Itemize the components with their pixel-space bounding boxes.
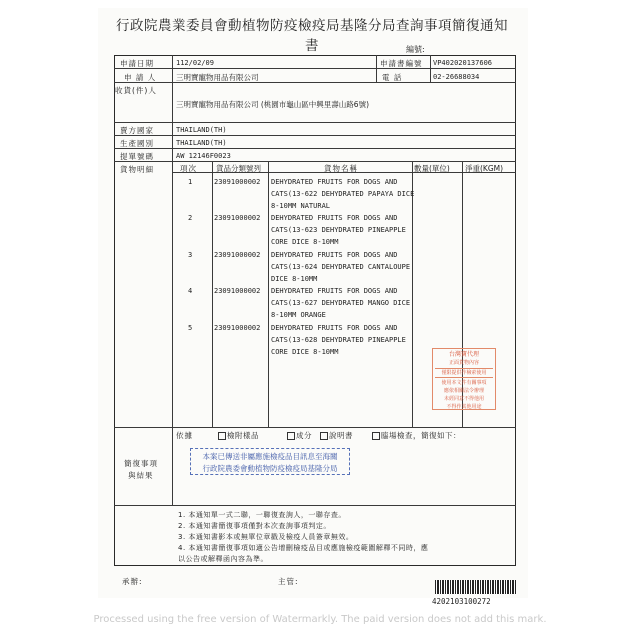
check-manual-label: 說明書	[329, 431, 353, 440]
stamp-line: 不得作其他用途	[446, 404, 482, 410]
col-code: 貨品分類號列	[216, 164, 261, 173]
bl-label: 提單號碼	[120, 152, 154, 161]
checkbox-icon	[218, 432, 226, 440]
item-name: DEHYDRATED FRUITS FOR DOGS AND CATS(13-622 DEHYDRATED PAPAYA DICE 8-10MM NATURAL	[271, 178, 415, 210]
ref-label: 依據	[176, 431, 193, 440]
item-no: 3	[188, 251, 193, 259]
col-item: 項次	[180, 164, 197, 173]
stamp-line: 未經同意不得他用	[443, 396, 484, 402]
supervisor-label: 主管:	[278, 577, 299, 586]
note-1: 1. 本通知單一式二聯，一聯復查詢人，一聯存查。	[178, 511, 346, 519]
stamp-main-line: 行政院農委會動植物防疫檢疫局基隆分局	[202, 464, 338, 473]
rule	[114, 135, 516, 136]
note-3: 3. 本通知書影本或無單位章戳及檢疫人員簽章無效。	[178, 533, 354, 541]
note-2: 2. 本通知書簡復事項僅對本次查詢事項判定。	[178, 522, 331, 530]
rule	[212, 161, 213, 427]
goods-label: 貨物明細	[120, 165, 154, 174]
handler-label: 承辦:	[122, 577, 143, 586]
col-qty: 數量(單位)	[414, 164, 450, 173]
check-inspection	[372, 430, 461, 441]
item-no: 1	[188, 178, 193, 186]
rule	[268, 161, 269, 427]
check-ingredients-label: 成分	[296, 431, 312, 440]
origin-value: THAILAND(TH)	[176, 139, 227, 147]
col-name: 貨物名稱	[324, 164, 358, 173]
rule	[114, 82, 516, 83]
check-samples-label: 檢附樣品	[227, 431, 259, 440]
rule	[114, 505, 516, 506]
apply-date-value: 112/02/09	[176, 59, 214, 67]
barcode-number: 4202103100272	[432, 597, 491, 606]
note-5: 以公告或解釋函內容為準。	[178, 555, 268, 563]
stamp-main-line: 本案已傳送非屬應施檢疫品目訊息至海關	[202, 452, 338, 461]
rule	[114, 122, 516, 123]
receiver-value: 三明寶寵物用品有限公司 (桃園市龜山區中興里壽山路6號)	[176, 100, 370, 109]
watermark-text: Processed using the free version of Watermarkly. The paid version does not add this mark.	[93, 614, 547, 625]
customs-stamp	[190, 448, 350, 475]
rule	[114, 148, 516, 149]
side-stamp	[432, 348, 496, 410]
stamp-line: 使用本文件有關事項	[441, 380, 487, 386]
rule	[376, 55, 377, 82]
note-4: 4. 本通知書簡復事項如適公告增刪檢疫品目或應施檢疫範圍解釋不同時，應	[178, 544, 429, 552]
checkbox-icon	[372, 432, 380, 440]
receiver-label: 收貨(件)人	[115, 86, 157, 95]
item-name: DEHYDRATED FRUITS FOR DOGS AND CATS(13-628 DEHYDRATED PINEAPPLE CORE DICE 8-10MM	[271, 324, 406, 356]
applicant-value: 三明寶寵物用品有限公司	[176, 73, 259, 82]
item-code: 23091000002	[214, 251, 261, 259]
result-label-1: 簡復事項	[124, 459, 158, 468]
check-samples	[218, 430, 259, 441]
rule	[114, 427, 516, 428]
origin-label: 生產國別	[120, 139, 154, 148]
document-title: 行政院農業委員會動植物防疫檢疫局基隆分局查詢事項簡復通知書	[116, 18, 508, 54]
item-code: 23091000002	[214, 324, 261, 332]
app-no-label: 申請書編號	[380, 59, 423, 68]
col-weight: 淨重(KGM)	[465, 164, 504, 173]
applicant-label: 申 請 人	[124, 73, 157, 82]
checkbox-icon	[320, 432, 328, 440]
item-name: DEHYDRATED FRUITS FOR DOGS AND CATS(13-627 DEHYDRATED MANGO DICE 8-10MM ORANGE	[271, 287, 411, 319]
item-code: 23091000002	[214, 214, 261, 222]
item-no: 4	[188, 287, 193, 295]
stamp-line: 台灣寶代理	[448, 351, 479, 358]
check-ingredients	[287, 430, 312, 441]
item-name: DEHYDRATED FRUITS FOR DOGS AND CATS(13-623 DEHYDRATED PINEAPPLE CORE DICE 8-10MM	[271, 214, 406, 246]
stamp-line: 正面貨物內容	[448, 360, 479, 366]
item-no: 5	[188, 324, 193, 332]
seller-value: THAILAND(TH)	[176, 126, 227, 134]
check-inspection-label: 臨場檢查，簡復如下：	[381, 431, 461, 440]
checkbox-icon	[287, 432, 295, 440]
stamp-line: 應依相關法令辦理	[443, 388, 484, 394]
item-no: 2	[188, 214, 193, 222]
item-name: DEHYDRATED FRUITS FOR DOGS AND CATS(13-624 DEHYDRATED CANTALOUPE DICE 8-10MM	[271, 251, 411, 283]
rule	[114, 68, 516, 69]
phone-value: 02-26688034	[433, 73, 480, 81]
barcode	[435, 580, 517, 594]
rule	[430, 55, 431, 82]
seller-label: 賣方國家	[120, 126, 154, 135]
check-manual	[320, 430, 353, 441]
stamp-line: 僅限提供作檢索使用	[435, 368, 493, 378]
serial-label: 編號:	[406, 45, 425, 54]
rule	[114, 161, 516, 162]
item-code: 23091000002	[214, 178, 261, 186]
bl-value: AW 12146F0023	[176, 152, 231, 160]
rule	[172, 55, 173, 505]
result-label-2: 與結果	[128, 471, 154, 480]
phone-label: 電 話	[382, 73, 403, 82]
item-code: 23091000002	[214, 287, 261, 295]
apply-date-label: 申請日期	[120, 59, 154, 68]
app-no-value: VP402020137606	[433, 59, 493, 67]
